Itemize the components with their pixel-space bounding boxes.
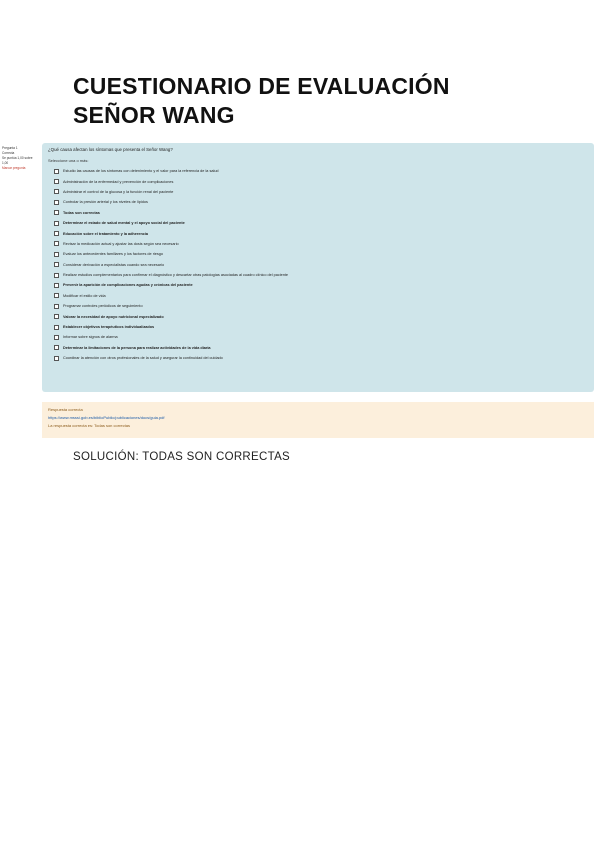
answer-label: Coordinar la atención con otros profesionales de la salud y asegurar la continuidad del cuidado (63, 356, 223, 361)
answer-label: Realizar estudios complementarios para confirmar el diagnóstico y descartar otras patologías asociadas al cuadro clínico del paciente (63, 273, 288, 278)
answer-label: Modificar el estilo de vida (63, 293, 106, 298)
answer-checkbox[interactable] (54, 179, 59, 184)
answer-checkbox[interactable] (54, 189, 59, 194)
answer-label: Informar sobre signos de alarma (63, 335, 118, 340)
answer-option[interactable] (48, 332, 588, 342)
question-score: Se puntúa 1,00 sobre 1,00 (2, 156, 33, 165)
answer-label: Revisar la medicación actual y ajustar las dosis según sea necesario (63, 241, 179, 246)
document-title (73, 72, 450, 130)
answer-option[interactable] (48, 353, 588, 363)
answer-checkbox[interactable] (54, 210, 59, 215)
question-info-panel (2, 146, 36, 171)
answer-option[interactable] (48, 187, 588, 197)
answer-label: Programar controles periódicos de seguimiento (63, 304, 143, 309)
answer-option[interactable] (48, 311, 588, 321)
answer-checkbox[interactable] (54, 231, 59, 236)
answer-checkbox[interactable] (54, 252, 59, 257)
answer-option[interactable] (48, 322, 588, 332)
question-status: Correcta (2, 151, 15, 155)
flag-question-link[interactable]: Marcar pregunta (2, 166, 26, 170)
answer-checkbox[interactable] (54, 200, 59, 205)
solution-text: SOLUCIÓN: TODAS SON CORRECTAS (73, 451, 291, 463)
answer-label: Administrar el control de la glucosa y la función renal del paciente (63, 189, 174, 194)
answer-option[interactable] (48, 343, 588, 353)
answer-label: Administración de la enfermedad y prevención de complicaciones (63, 179, 174, 184)
answer-option[interactable] (48, 239, 588, 249)
answer-checkbox[interactable] (54, 314, 59, 319)
answer-option[interactable] (48, 197, 588, 207)
question-prompt: Seleccione una o más: (48, 158, 89, 163)
title-line-2: SEÑOR WANG (73, 102, 235, 128)
answer-option[interactable] (48, 228, 588, 238)
title-line-1: CUESTIONARIO DE EVALUACIÓN (73, 73, 450, 99)
feedback-header: Respuesta correcta (48, 407, 83, 412)
answer-checkbox[interactable] (54, 221, 59, 226)
answer-label: Determinar el estado de salud mental y el apoyo social del paciente (63, 221, 185, 226)
answer-label: Prevenir la aparición de complicaciones agudas y crónicas del paciente (63, 283, 193, 288)
answer-label: Considerar derivación a especialistas cuando sea necesario (63, 262, 165, 267)
answer-checkbox[interactable] (54, 304, 59, 309)
answer-checkbox[interactable] (54, 325, 59, 330)
question-text: ¿Qué causa afectan los síntomas que presenta el Señor Wang? (48, 147, 173, 152)
answer-checkbox[interactable] (54, 262, 59, 267)
answer-option[interactable] (48, 176, 588, 186)
answer-label: Educación sobre el tratamiento y la adherencia (63, 231, 149, 236)
answer-option[interactable] (48, 208, 588, 218)
answer-option[interactable] (48, 280, 588, 290)
answer-label: Establecer objetivos terapéuticos individualizados (63, 325, 155, 330)
answer-checkbox[interactable] (54, 273, 59, 278)
answer-option[interactable] (48, 249, 588, 259)
question-number: Pregunta 1 (2, 146, 18, 150)
answer-option[interactable] (48, 270, 588, 280)
answer-label: Determinar la limitaciones de la persona para realizar actividades de la vida diaria (63, 345, 211, 350)
answer-label: Evaluar los antecedentes familiares y los factores de riesgo (63, 252, 164, 257)
answer-checkbox[interactable] (54, 293, 59, 298)
answer-option[interactable] (48, 260, 588, 270)
answer-checkbox[interactable] (54, 335, 59, 340)
question-box (42, 143, 594, 392)
answer-checkbox[interactable] (54, 356, 59, 361)
feedback-box (42, 402, 594, 438)
answer-option[interactable] (48, 218, 588, 228)
answer-option[interactable] (48, 166, 588, 176)
answer-label: Estudio las causas de los síntomas con detenimiento y el valor para la referencia de la salud (63, 169, 219, 174)
answer-option[interactable] (48, 301, 588, 311)
answer-checkbox[interactable] (54, 283, 59, 288)
answer-label: Controlar la presión arterial y los niveles de lípidos (63, 200, 148, 205)
answer-list (48, 166, 588, 363)
answer-label: Todas son correctas (63, 210, 100, 215)
feedback-link[interactable]: https://www.msssi.gob.es/biblioPublic/publicaciones/docs/guia.pdf (48, 415, 165, 420)
answer-checkbox[interactable] (54, 169, 59, 174)
answer-checkbox[interactable] (54, 345, 59, 350)
correct-answer-text: La respuesta correcta es: Todas son correctas (48, 423, 130, 428)
answer-option[interactable] (48, 291, 588, 301)
answer-label: Valorar la necesidad de apoyo nutricional especializado (63, 314, 164, 319)
answer-checkbox[interactable] (54, 241, 59, 246)
